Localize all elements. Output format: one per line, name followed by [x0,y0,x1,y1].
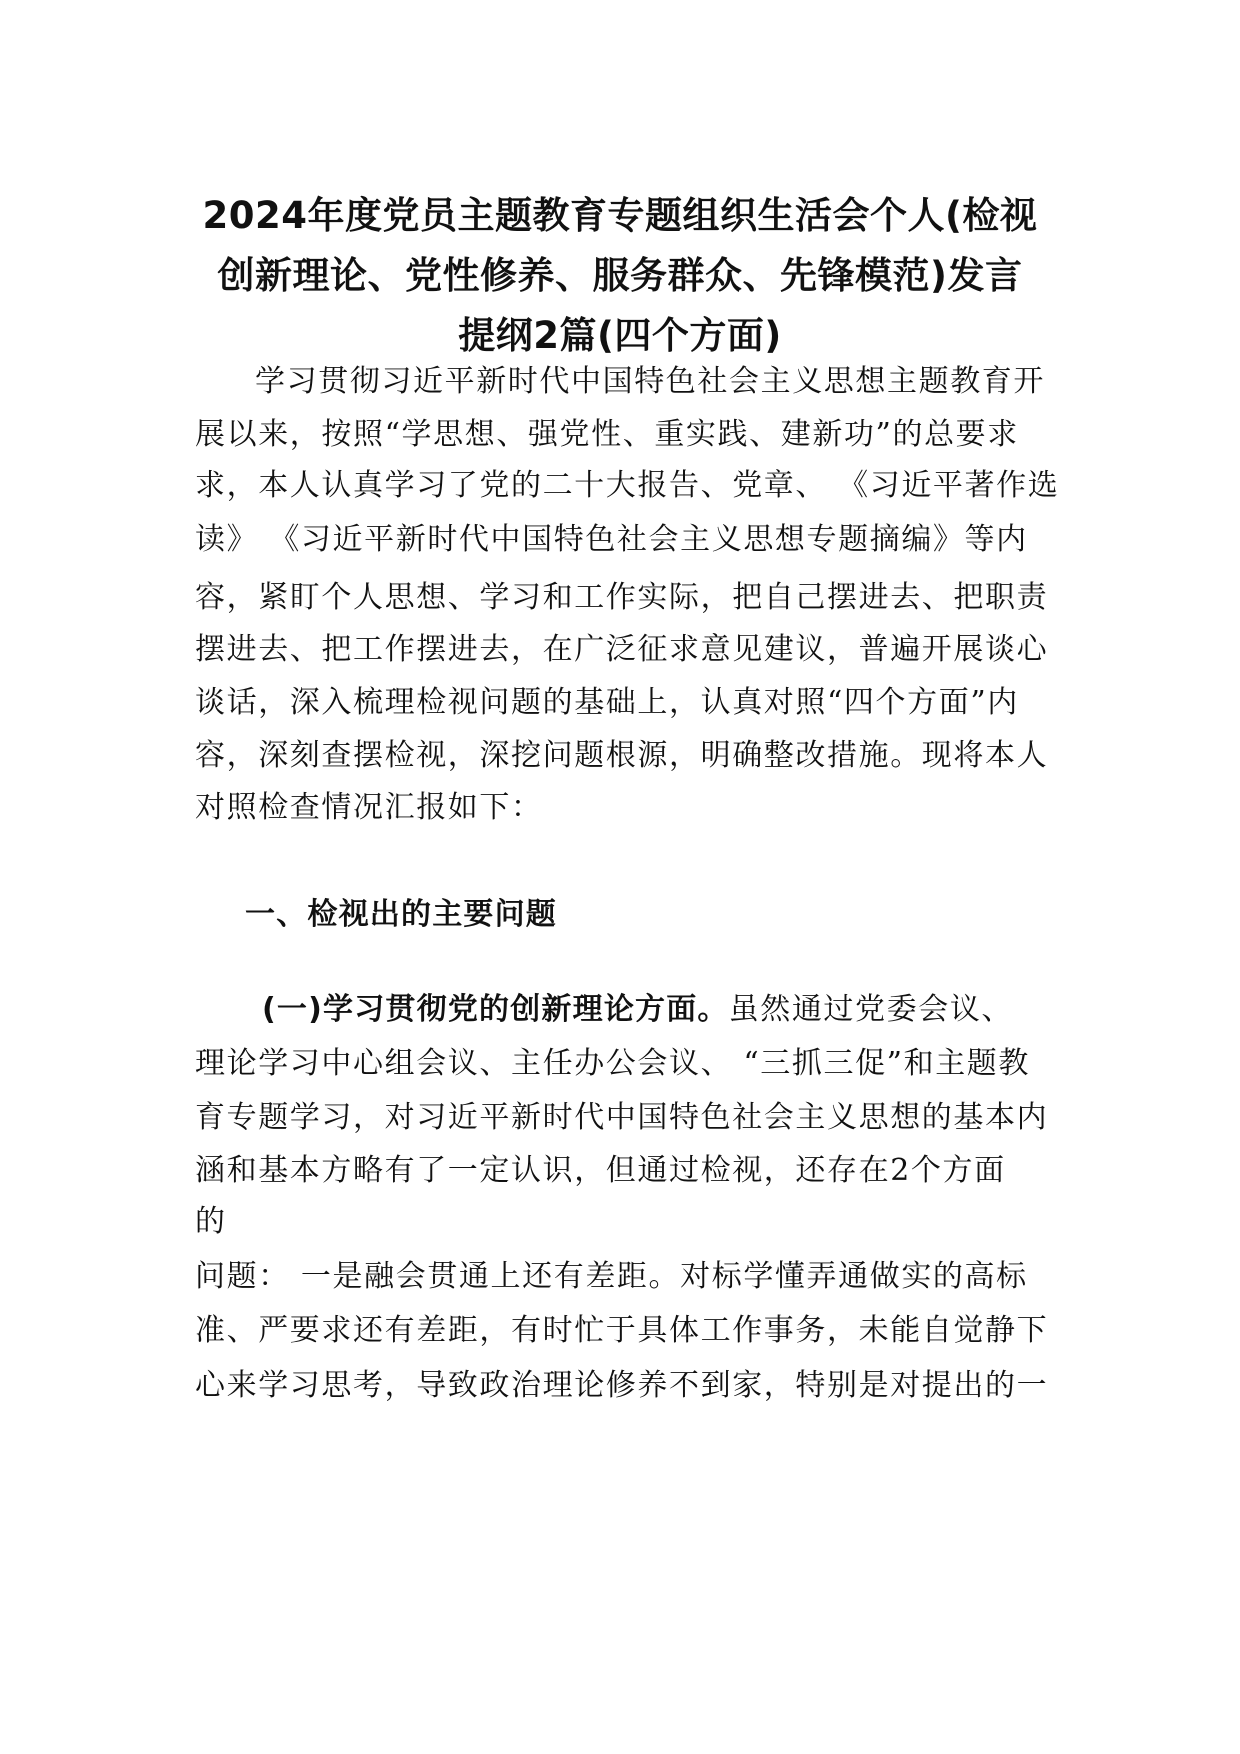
subsection-line-5: 的 [195,1204,227,1239]
title-line-2: 创新理论、党性修养、服务群众、先锋模范)发言 [217,254,1023,297]
intro-line-9: 对照检查情况汇报如下： [195,790,543,825]
subsection-line-6: 问题： 一是融会贯通上还有差距。对标学懂弄通做实的高标 [195,1259,1028,1294]
subsection-line-3: 育专题学习，对习近平新时代中国特色社会主义思想的基本内 [195,1100,1049,1135]
title-line-3: 提纲2篇(四个方面) [458,314,782,357]
subsection-line-1-rest: 虽然通过党委会议、 [728,992,1014,1027]
section-heading: 一、检视出的主要问题 [245,897,557,932]
intro-line-1: 学习贯彻习近平新时代中国特色社会主义思想主题教育开 [255,364,1045,399]
intro-line-8: 容，深刻查摆检视，深挖问题根源，明确整改措施。现将本人 [195,738,1049,773]
intro-line-6: 摆进去、把工作摆进去，在广泛征求意见建议，普遍开展谈心 [195,632,1049,667]
intro-line-4: 读》 《习近平新时代中国特色社会主义思想专题摘编》等内 [195,522,1028,557]
subsection-line-4: 涵和基本方略有了一定认识，但通过检视，还存在2个方面 [195,1153,1006,1188]
subsection-line-2: 理论学习中心组会议、主任办公会议、 “三抓三促”和主题教 [195,1046,1031,1081]
intro-line-7: 谈话，深入梳理检视问题的基础上，认真对照“四个方面”内 [195,685,1019,720]
intro-line-3: 求，本人认真学习了党的二十大报告、党章、 《习近平著作选 [195,468,1060,503]
subsection-line-1 [262,990,1013,1030]
subsection-heading: (一)学习贯彻党的创新理论方面。 [262,992,729,1027]
subsection-line-7: 准、严要求还有差距，有时忙于具体工作事务，未能自觉静下 [195,1313,1049,1348]
intro-line-5: 容，紧盯个人思想、学习和工作实际，把自己摆进去、把职责 [195,580,1049,615]
intro-line-2: 展以来，按照“学思想、强党性、重实践、建新功”的总要求 [195,417,1019,452]
subsection-line-8: 心来学习思考，导致政治理论修养不到家，特别是对提出的一 [195,1368,1049,1403]
title-line-1: 2024年度党员主题教育专题组织生活会个人(检视 [202,194,1038,237]
document-title [190,186,1050,366]
